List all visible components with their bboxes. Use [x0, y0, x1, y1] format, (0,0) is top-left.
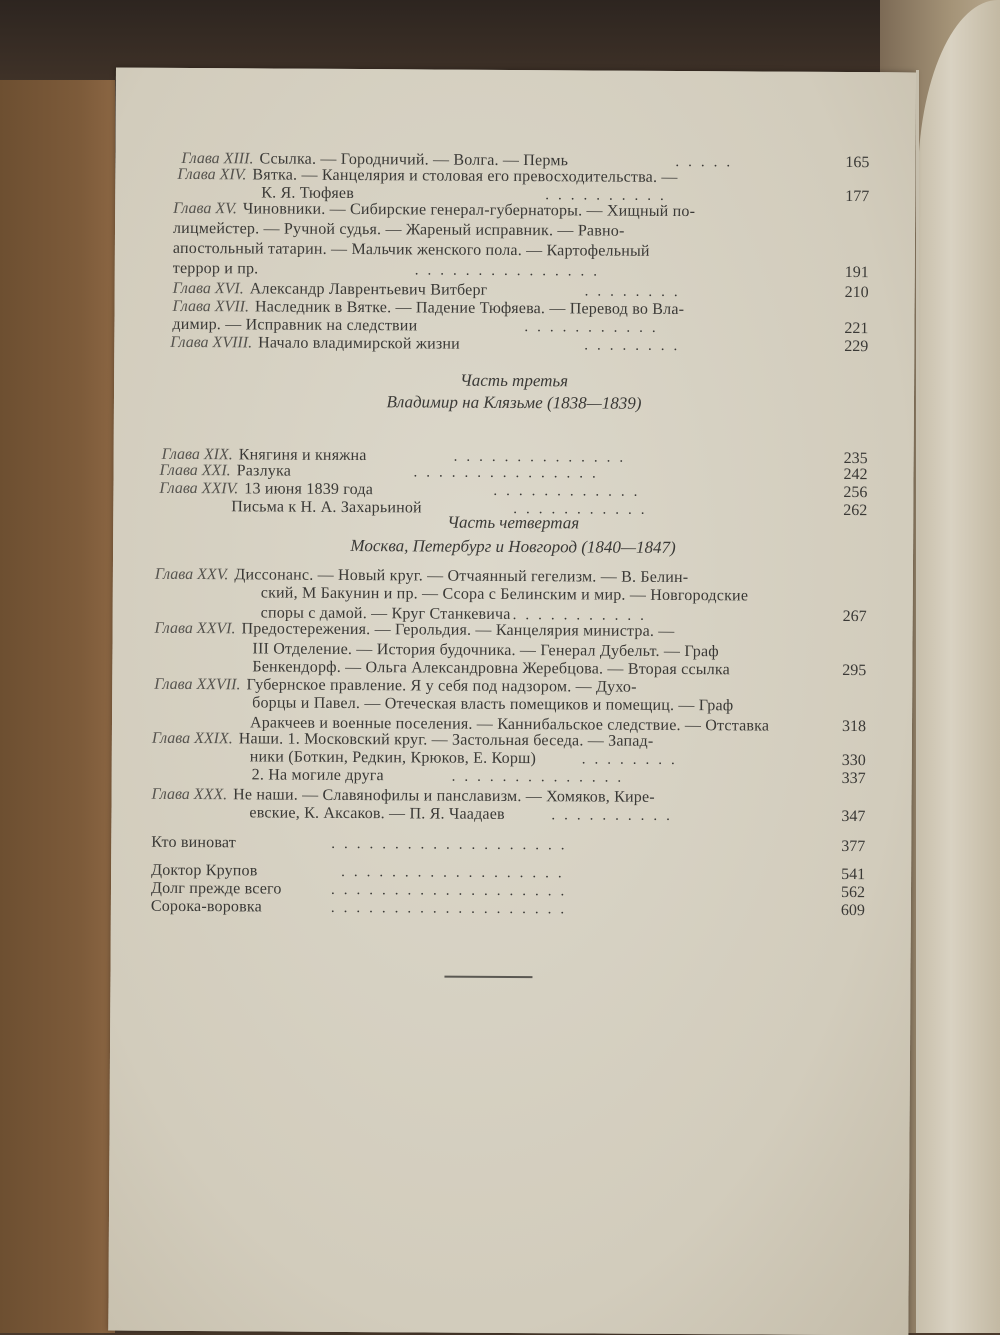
page-edge-stripe — [916, 70, 919, 1333]
page-number: 262 — [843, 502, 868, 520]
entry-title: Губернское правление. Я у себя под надзором. — Духо- — [246, 676, 637, 696]
page-number: 318 — [841, 718, 867, 736]
chapter-label: Глава XXV. — [154, 565, 229, 584]
entry-title: димир. — Исправник на следствии — [172, 315, 418, 335]
page-number: 562 — [840, 884, 866, 902]
chapter-label: Глава XXVII. — [154, 675, 241, 694]
page-number: 210 — [844, 284, 869, 302]
chapter-label: Глава XVIII. — [170, 333, 253, 352]
leader-dots: ............ — [493, 482, 647, 500]
page-number: 191 — [844, 264, 869, 282]
entry-title: Предостережения. — Герольдия. — Канцелярия министра. — — [241, 620, 675, 640]
leader-dots: .................. — [341, 863, 571, 882]
entry-title: Письма к Н. А. Захарьиной — [231, 498, 422, 517]
entry-title: 2. На могиле друга — [251, 766, 384, 785]
chapter-label: Глава XV. — [173, 199, 237, 218]
leader-dots: ........ — [584, 337, 687, 355]
entry-title: Вятка. — Канцелярия и столовая его превосходительства. — — [252, 166, 678, 186]
page-number: 267 — [842, 608, 867, 626]
entry-title: террор и пр. — [172, 259, 259, 278]
entry-title: 13 июня 1839 года — [244, 480, 374, 499]
work-entry-w1 — [111, 832, 911, 859]
part4-title: Часть четвертая — [447, 512, 580, 533]
page-number: 377 — [841, 838, 866, 856]
work-entry-w4 — [111, 896, 911, 923]
page-number: 242 — [843, 466, 868, 484]
entry-title: Доктор Крупов — [151, 861, 258, 880]
chapter-label: Глава XXIX. — [151, 729, 233, 748]
leader-dots: ........ — [581, 751, 684, 769]
page-number: 256 — [843, 484, 868, 502]
page-number: 235 — [843, 450, 868, 468]
entry-title: споры с дамой. — Круг Станкевича — [260, 604, 511, 623]
entry-title: апостольный татарин. — Мальчик женского пола. — Картофельный — [172, 239, 650, 260]
entry-title: Долг прежде всего — [150, 879, 282, 898]
chapter-label: Глава XVI. — [172, 279, 244, 298]
entry-title: лицмейстер. — Ручной судья. — Жареный исправник. — Равно- — [172, 219, 625, 240]
book-page — [108, 68, 916, 1335]
leader-dots: ........ — [584, 283, 687, 301]
leader-dots: .............. — [451, 768, 631, 786]
page-number: 229 — [844, 338, 869, 356]
leader-dots: ................... — [331, 835, 574, 854]
entry-title: Разлука — [236, 462, 292, 480]
page-number: 609 — [840, 902, 865, 920]
leader-dots: ............... — [413, 464, 605, 482]
page-number: 541 — [841, 866, 866, 884]
entry-title: ский, М Бакунин и пр. — Ссора с Белинским и мир. — Новгородские — [260, 584, 749, 605]
page-number: 337 — [841, 770, 866, 788]
table-surface — [0, 80, 115, 1333]
entry-title: К. Я. Тюфяев — [261, 184, 355, 203]
leader-dots: ........... — [524, 319, 665, 336]
leader-dots: ........... — [513, 500, 654, 518]
entry-title: Кто виноват — [151, 833, 237, 852]
entry-title: Бенкендорф. — Ольга Александровна Жеребцова. — Вторая ссылка — [252, 658, 730, 679]
page-number: 221 — [844, 320, 869, 338]
chapter-label: Глава XXI. — [159, 461, 231, 480]
entry-title: Сорока-воровка — [150, 897, 263, 916]
entry-title: Не наши. — Славянофилы и панславизм. — Хомяков, Кире- — [233, 786, 655, 806]
leader-dots: ........... — [512, 606, 653, 624]
entry-title: Княгиня и княжна — [238, 446, 367, 465]
page-number: 347 — [841, 808, 866, 826]
entry-title: борцы и Павел. — Отеческая власть помещиков и помещиц. — Граф — [252, 694, 734, 715]
entry-title: Начало владимирской жизни — [258, 334, 460, 353]
leader-dots: .............. — [453, 448, 633, 466]
entry-title: Ссылка. — Городничий. — Волга. — Пермь — [259, 150, 569, 170]
chapter-label: Глава XXVI. — [154, 619, 236, 638]
entry-title: Диссонанс. — Новый круг. — Отчаянный гегелизм. — В. Белин- — [234, 566, 689, 587]
leader-dots: .......... — [545, 187, 673, 204]
chapter-label: Глава XIV. — [177, 165, 247, 184]
chapter-label: Глава XXIV. — [159, 479, 239, 498]
leader-dots: ............... — [414, 262, 607, 280]
part3-title: Часть третья — [460, 370, 569, 391]
toc-line-e18 — [114, 332, 914, 359]
page-number: 295 — [842, 662, 867, 680]
entry-title: евские, К. Аксаков. — П. Я. Чаадаев — [249, 804, 505, 823]
chapter-label: Глава XIII. — [181, 149, 254, 168]
facing-page-edge — [918, 0, 1000, 1333]
end-rule — [444, 976, 532, 979]
entry-title: III Отделение. — История будочника. — Генерал Дубельт. — Граф — [252, 640, 719, 661]
leader-dots: .......... — [551, 807, 679, 825]
page-number: 165 — [845, 154, 870, 172]
chapter-label: Глава XXX. — [151, 785, 228, 804]
chapter-label: Глава XVII. — [172, 297, 250, 316]
entry-title: Аракчеев и военные поселения. — Каннибальское следствие. — Отставка — [249, 714, 770, 735]
leader-dots: ................... — [330, 881, 574, 900]
part3-subtitle: Владимир на Клязьме (1838—1839) — [386, 392, 642, 413]
page-number: 177 — [845, 188, 870, 206]
entry-title: Александр Лаврентьевич Витберг — [249, 280, 488, 299]
part4-subtitle: Москва, Петербург и Новгород (1840—1847) — [350, 535, 676, 557]
entry-title: Наследник в Вятке. — Падение Тюфяева. — Перевод во Вла- — [254, 298, 685, 319]
chapter-label: Глава XIX. — [161, 445, 233, 464]
entry-title: Чиновники. — Сибирские генерал-губернаторы. — Хищный по- — [242, 200, 696, 221]
entry-title: Наши. 1. Московский круг. — Застольная беседа. — Запад- — [238, 730, 654, 750]
entry-title: ники (Боткин, Редкин, Крюков, Е. Корш) — [249, 748, 537, 768]
leader-dots: ..... — [675, 153, 740, 171]
page-number: 330 — [841, 752, 866, 770]
leader-dots: ................... — [330, 899, 574, 918]
toc-line-e30b — [111, 802, 911, 829]
